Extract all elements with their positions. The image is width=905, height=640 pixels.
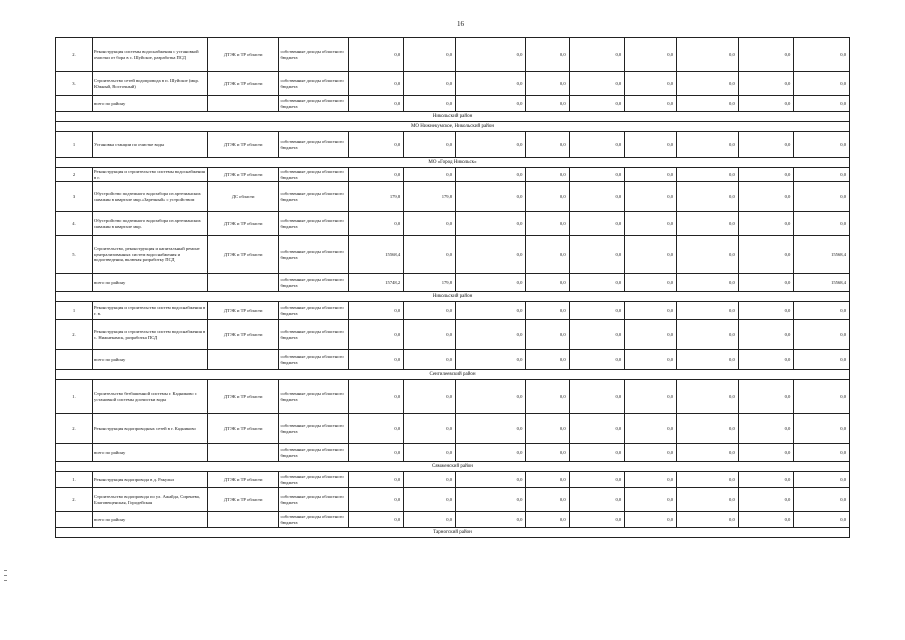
responsible-body: ДТЭК и ТР области bbox=[207, 414, 279, 444]
amount-cell: 0,0 bbox=[794, 380, 850, 414]
row-number: 3 bbox=[56, 182, 93, 212]
amount-cell: 0,0 bbox=[738, 444, 794, 462]
amount-cell: 0,0 bbox=[794, 72, 850, 96]
amount-cell: 0,0 bbox=[456, 444, 526, 462]
amount-cell: 0,0 bbox=[625, 488, 677, 512]
amount-cell: 0,0 bbox=[625, 444, 677, 462]
responsible-body: ДТЭК и ТР области bbox=[207, 472, 279, 488]
amount-cell: 0,0 bbox=[348, 96, 404, 112]
table-row bbox=[56, 182, 850, 212]
amount-cell: 0,0 bbox=[526, 182, 569, 212]
amount-cell: 0,0 bbox=[569, 488, 625, 512]
responsible-body bbox=[207, 350, 279, 370]
funding-source: собственные доходы областного бюджета bbox=[279, 182, 348, 212]
amount-cell: 0,0 bbox=[677, 414, 739, 444]
amount-cell: 0,0 bbox=[348, 72, 404, 96]
funding-source: собственные доходы областного бюджета bbox=[279, 512, 348, 528]
amount-cell: 0,0 bbox=[404, 302, 456, 320]
funding-source: собственные доходы областного бюджета bbox=[279, 212, 348, 236]
amount-cell: 0,0 bbox=[569, 472, 625, 488]
amount-cell: 0,0 bbox=[677, 96, 739, 112]
funding-source: собственные доходы областного бюджета bbox=[279, 236, 348, 274]
amount-cell: 0,0 bbox=[456, 380, 526, 414]
row-number: 2. bbox=[56, 320, 93, 350]
row-number: 2. bbox=[56, 414, 93, 444]
amount-cell: 15748,2 bbox=[348, 274, 404, 292]
section-title: Сенгилеевский район bbox=[56, 370, 850, 380]
measure-name: Обустройство подземного водозабора из артезианских скважин в квартале мкр.«Заречный» с устройством bbox=[93, 182, 208, 212]
amount-cell: 0,0 bbox=[794, 414, 850, 444]
amount-cell: 0,0 bbox=[738, 472, 794, 488]
amount-cell: 0,0 bbox=[404, 512, 456, 528]
amount-cell: 0,0 bbox=[569, 302, 625, 320]
amount-cell: 0,0 bbox=[625, 182, 677, 212]
measure-name: Реконструкция и строительство систем водоснабжения в г. в. bbox=[93, 302, 208, 320]
amount-cell: 0,0 bbox=[404, 414, 456, 444]
amount-cell: 0,0 bbox=[456, 512, 526, 528]
amount-cell: 0,0 bbox=[404, 488, 456, 512]
amount-cell: 0,0 bbox=[677, 182, 739, 212]
amount-cell: 0,0 bbox=[569, 444, 625, 462]
row-number: 4. bbox=[56, 212, 93, 236]
measure-name: Обустройство подземного водозабора из артезианских скважин в квартале мкр. bbox=[93, 212, 208, 236]
amount-cell: 0,0 bbox=[526, 488, 569, 512]
table-row bbox=[56, 472, 850, 488]
responsible-body bbox=[207, 274, 279, 292]
amount-cell: 0,0 bbox=[738, 512, 794, 528]
amount-cell: 0,0 bbox=[569, 320, 625, 350]
amount-cell: 0,0 bbox=[569, 132, 625, 158]
responsible-body: ДТЭК и ТР области bbox=[207, 132, 279, 158]
table-row bbox=[56, 212, 850, 236]
amount-cell: 179,8 bbox=[404, 274, 456, 292]
amount-cell: 0,0 bbox=[404, 236, 456, 274]
amount-cell: 0,0 bbox=[526, 350, 569, 370]
amount-cell: 0,0 bbox=[569, 212, 625, 236]
amount-cell: 0,0 bbox=[348, 488, 404, 512]
amount-cell: 0,0 bbox=[625, 380, 677, 414]
amount-cell: 0,0 bbox=[348, 414, 404, 444]
measure-name: Реконструкция водопровода в д. Ракульи bbox=[93, 472, 208, 488]
amount-cell: 0,0 bbox=[526, 380, 569, 414]
amount-cell: 0,0 bbox=[348, 320, 404, 350]
table-row bbox=[56, 236, 850, 274]
amount-cell: 0,0 bbox=[404, 96, 456, 112]
amount-cell: 179,8 bbox=[404, 182, 456, 212]
table-row bbox=[56, 380, 850, 414]
amount-cell: 0,0 bbox=[404, 444, 456, 462]
amount-cell: 0,0 bbox=[526, 302, 569, 320]
amount-cell: 0,0 bbox=[794, 350, 850, 370]
funding-source: собственные доходы областного бюджета bbox=[279, 72, 348, 96]
amount-cell: 0,0 bbox=[794, 444, 850, 462]
amount-cell: 0,0 bbox=[569, 168, 625, 182]
amount-cell: 0,0 bbox=[404, 212, 456, 236]
amount-cell: 0,0 bbox=[526, 320, 569, 350]
amount-cell: 0,0 bbox=[625, 96, 677, 112]
table-row bbox=[56, 168, 850, 182]
amount-cell: 0,0 bbox=[794, 212, 850, 236]
funding-source: собственные доходы областного бюджета bbox=[279, 414, 348, 444]
amount-cell: 0,0 bbox=[456, 488, 526, 512]
amount-cell: 0,0 bbox=[456, 236, 526, 274]
section-title: Тарногский район bbox=[56, 528, 850, 538]
funding-source: собственные доходы областного бюджета bbox=[279, 132, 348, 158]
table-body bbox=[56, 38, 850, 538]
funding-source: собственные доходы областного бюджета bbox=[279, 274, 348, 292]
amount-cell: 0,0 bbox=[794, 182, 850, 212]
measure-name: всего по району bbox=[93, 96, 208, 112]
amount-cell: 0,0 bbox=[404, 168, 456, 182]
funding-source: собственные доходы областного бюджета bbox=[279, 96, 348, 112]
table-row bbox=[56, 414, 850, 444]
table-row bbox=[56, 320, 850, 350]
section-row bbox=[56, 462, 850, 472]
amount-cell: 0,0 bbox=[794, 96, 850, 112]
amount-cell: 0,0 bbox=[569, 182, 625, 212]
row-number: 2 bbox=[56, 168, 93, 182]
amount-cell: 0,0 bbox=[569, 380, 625, 414]
amount-cell: 0,0 bbox=[569, 38, 625, 72]
amount-cell: 179,8 bbox=[348, 182, 404, 212]
amount-cell: 0,0 bbox=[677, 380, 739, 414]
amount-cell: 0,0 bbox=[625, 472, 677, 488]
amount-cell: 0,0 bbox=[348, 38, 404, 72]
amount-cell: 0,0 bbox=[794, 38, 850, 72]
amount-cell: 0,0 bbox=[677, 38, 739, 72]
amount-cell: 15568,4 bbox=[794, 274, 850, 292]
amount-cell: 0,0 bbox=[677, 274, 739, 292]
amount-cell: 0,0 bbox=[404, 350, 456, 370]
amount-cell: 0,0 bbox=[625, 72, 677, 96]
amount-cell: 0,0 bbox=[625, 320, 677, 350]
amount-cell: 0,0 bbox=[794, 132, 850, 158]
section-row bbox=[56, 112, 850, 122]
funding-source: собственные доходы областного бюджета bbox=[279, 380, 348, 414]
measure-name: Реконструкция и строительство систем водоснабжения в с. Нижнекамск, разработка ПСД bbox=[93, 320, 208, 350]
section-row bbox=[56, 292, 850, 302]
amount-cell: 0,0 bbox=[569, 72, 625, 96]
amount-cell: 0,0 bbox=[404, 320, 456, 350]
row-number bbox=[56, 444, 93, 462]
amount-cell: 0,0 bbox=[526, 168, 569, 182]
amount-cell: 0,0 bbox=[794, 488, 850, 512]
row-number: 1. bbox=[56, 472, 93, 488]
amount-cell: 0,0 bbox=[625, 350, 677, 370]
amount-cell: 0,0 bbox=[677, 488, 739, 512]
funding-source: собственные доходы областного бюджета bbox=[279, 350, 348, 370]
amount-cell: 0,0 bbox=[738, 38, 794, 72]
measure-name: Строительство безбашенной системы г. Кадниково с установкой системы доочистки воды bbox=[93, 380, 208, 414]
amount-cell: 0,0 bbox=[404, 472, 456, 488]
scan-edge-marks bbox=[4, 570, 8, 588]
amount-cell: 0,0 bbox=[738, 168, 794, 182]
section-row bbox=[56, 158, 850, 168]
budget-table bbox=[55, 37, 850, 538]
amount-cell: 0,0 bbox=[526, 212, 569, 236]
amount-cell: 0,0 bbox=[348, 512, 404, 528]
responsible-body: ДТЭК и ТР области bbox=[207, 302, 279, 320]
amount-cell: 0,0 bbox=[456, 274, 526, 292]
row-number bbox=[56, 274, 93, 292]
amount-cell: 0,0 bbox=[794, 302, 850, 320]
amount-cell: 0,0 bbox=[456, 132, 526, 158]
amount-cell: 0,0 bbox=[738, 320, 794, 350]
table-row bbox=[56, 350, 850, 370]
amount-cell: 0,0 bbox=[677, 168, 739, 182]
amount-cell: 0,0 bbox=[677, 132, 739, 158]
amount-cell: 0,0 bbox=[526, 444, 569, 462]
amount-cell: 0,0 bbox=[625, 236, 677, 274]
amount-cell: 0,0 bbox=[569, 236, 625, 274]
funding-source: собственные доходы областного бюджета bbox=[279, 38, 348, 72]
amount-cell: 0,0 bbox=[794, 168, 850, 182]
measure-name: Реконструкция водопроводных сетей в г. Кадниково bbox=[93, 414, 208, 444]
section-row bbox=[56, 370, 850, 380]
amount-cell: 0,0 bbox=[677, 350, 739, 370]
amount-cell: 0,0 bbox=[625, 212, 677, 236]
measure-name: всего по району bbox=[93, 512, 208, 528]
measure-name: всего по району bbox=[93, 274, 208, 292]
funding-source: собственные доходы областного бюджета bbox=[279, 302, 348, 320]
amount-cell: 0,0 bbox=[569, 96, 625, 112]
responsible-body: ДТЭК и ТР области bbox=[207, 380, 279, 414]
table-row bbox=[56, 72, 850, 96]
amount-cell: 0,0 bbox=[738, 302, 794, 320]
amount-cell: 0,0 bbox=[677, 212, 739, 236]
amount-cell: 0,0 bbox=[526, 72, 569, 96]
amount-cell: 0,0 bbox=[526, 38, 569, 72]
amount-cell: 0,0 bbox=[677, 472, 739, 488]
amount-cell: 0,0 bbox=[456, 212, 526, 236]
amount-cell: 0,0 bbox=[456, 414, 526, 444]
page-number: 16 bbox=[457, 20, 464, 28]
amount-cell: 0,0 bbox=[625, 302, 677, 320]
amount-cell: 0,0 bbox=[677, 512, 739, 528]
responsible-body bbox=[207, 444, 279, 462]
amount-cell: 0,0 bbox=[526, 274, 569, 292]
amount-cell: 0,0 bbox=[738, 236, 794, 274]
amount-cell: 0,0 bbox=[456, 320, 526, 350]
amount-cell: 0,0 bbox=[794, 472, 850, 488]
responsible-body: ДТЭК и ТР области bbox=[207, 168, 279, 182]
responsible-body bbox=[207, 512, 279, 528]
funding-source: собственные доходы областного бюджета bbox=[279, 320, 348, 350]
amount-cell: 0,0 bbox=[569, 350, 625, 370]
amount-cell: 0,0 bbox=[456, 72, 526, 96]
amount-cell: 0,0 bbox=[677, 302, 739, 320]
amount-cell: 0,0 bbox=[348, 132, 404, 158]
row-number: 2. bbox=[56, 488, 93, 512]
amount-cell: 0,0 bbox=[738, 182, 794, 212]
funding-source: собственные доходы областного бюджета bbox=[279, 168, 348, 182]
amount-cell: 0,0 bbox=[348, 168, 404, 182]
amount-cell: 0,0 bbox=[456, 96, 526, 112]
budget-table-sheet bbox=[55, 37, 850, 538]
amount-cell: 0,0 bbox=[625, 38, 677, 72]
amount-cell: 0,0 bbox=[738, 414, 794, 444]
section-title: Сямженский район bbox=[56, 462, 850, 472]
measure-name: всего по району bbox=[93, 444, 208, 462]
amount-cell: 0,0 bbox=[738, 274, 794, 292]
responsible-body: ДС области bbox=[207, 182, 279, 212]
amount-cell: 15568,4 bbox=[348, 236, 404, 274]
amount-cell: 0,0 bbox=[348, 380, 404, 414]
responsible-body bbox=[207, 96, 279, 112]
amount-cell: 0,0 bbox=[526, 96, 569, 112]
row-number: 2. bbox=[56, 38, 93, 72]
measure-name: Реконструкция системы водоснабжения с установкой очистки от бора в с. Шуйское, разработка ПСД bbox=[93, 38, 208, 72]
table-row bbox=[56, 302, 850, 320]
measure-name: Строительство, реконструкция и капитальный ремонт централизованных систем водоснабжения и водоотведения, включая разработку ПСД bbox=[93, 236, 208, 274]
table-row bbox=[56, 38, 850, 72]
amount-cell: 0,0 bbox=[794, 320, 850, 350]
amount-cell: 0,0 bbox=[625, 414, 677, 444]
funding-source: собственные доходы областного бюджета bbox=[279, 472, 348, 488]
amount-cell: 0,0 bbox=[348, 212, 404, 236]
amount-cell: 0,0 bbox=[738, 380, 794, 414]
row-number: 1. bbox=[56, 380, 93, 414]
amount-cell: 0,0 bbox=[738, 350, 794, 370]
amount-cell: 0,0 bbox=[404, 132, 456, 158]
amount-cell: 0,0 bbox=[404, 38, 456, 72]
section-title: МО Нижнекумское, Никольский район bbox=[56, 122, 850, 132]
measure-name: Строительство сетей водопровода в п. Шуйское (мкр. Южный, Восточный) bbox=[93, 72, 208, 96]
amount-cell: 0,0 bbox=[526, 132, 569, 158]
amount-cell: 0,0 bbox=[625, 132, 677, 158]
amount-cell: 0,0 bbox=[526, 512, 569, 528]
amount-cell: 0,0 bbox=[348, 444, 404, 462]
row-number: 1 bbox=[56, 302, 93, 320]
amount-cell: 0,0 bbox=[625, 512, 677, 528]
responsible-body: ДТЭК и ТР области bbox=[207, 72, 279, 96]
amount-cell: 0,0 bbox=[526, 472, 569, 488]
row-number bbox=[56, 512, 93, 528]
measure-name: Установка станции по очистке воды bbox=[93, 132, 208, 158]
amount-cell: 0,0 bbox=[738, 132, 794, 158]
responsible-body: ДТЭК и ТР области bbox=[207, 38, 279, 72]
section-row bbox=[56, 122, 850, 132]
responsible-body: ДТЭК и ТР области bbox=[207, 488, 279, 512]
row-number bbox=[56, 96, 93, 112]
table-row bbox=[56, 488, 850, 512]
amount-cell: 0,0 bbox=[738, 72, 794, 96]
amount-cell: 0,0 bbox=[526, 414, 569, 444]
amount-cell: 0,0 bbox=[456, 38, 526, 72]
row-number: 1 bbox=[56, 132, 93, 158]
amount-cell: 0,0 bbox=[348, 302, 404, 320]
amount-cell: 0,0 bbox=[526, 236, 569, 274]
amount-cell: 0,0 bbox=[348, 350, 404, 370]
row-number: 3. bbox=[56, 72, 93, 96]
amount-cell: 0,0 bbox=[738, 212, 794, 236]
amount-cell: 0,0 bbox=[569, 274, 625, 292]
row-number bbox=[56, 350, 93, 370]
amount-cell: 0,0 bbox=[348, 472, 404, 488]
section-title: МО «Город Никольск» bbox=[56, 158, 850, 168]
table-row bbox=[56, 512, 850, 528]
amount-cell: 0,0 bbox=[677, 236, 739, 274]
section-title: Никольский район bbox=[56, 112, 850, 122]
amount-cell: 0,0 bbox=[677, 444, 739, 462]
measure-name: всего по району bbox=[93, 350, 208, 370]
table-row bbox=[56, 444, 850, 462]
responsible-body: ДТЭК и ТР области bbox=[207, 236, 279, 274]
funding-source: собственные доходы областного бюджета bbox=[279, 444, 348, 462]
amount-cell: 15568,4 bbox=[794, 236, 850, 274]
amount-cell: 0,0 bbox=[625, 168, 677, 182]
table-row bbox=[56, 274, 850, 292]
funding-source: собственные доходы областного бюджета bbox=[279, 488, 348, 512]
amount-cell: 0,0 bbox=[456, 350, 526, 370]
amount-cell: 0,0 bbox=[404, 72, 456, 96]
measure-name: Строительство водопровода по ул. Ажайда, Сиренева, Благовещенская, Городейская bbox=[93, 488, 208, 512]
amount-cell: 0,0 bbox=[738, 488, 794, 512]
amount-cell: 0,0 bbox=[404, 380, 456, 414]
amount-cell: 0,0 bbox=[456, 472, 526, 488]
measure-name: Реконструкция и строительство системы водоснабжения в г. bbox=[93, 168, 208, 182]
amount-cell: 0,0 bbox=[569, 414, 625, 444]
section-row bbox=[56, 528, 850, 538]
responsible-body: ДТЭК и ТР области bbox=[207, 320, 279, 350]
amount-cell: 0,0 bbox=[456, 182, 526, 212]
amount-cell: 0,0 bbox=[794, 512, 850, 528]
responsible-body: ДТЭК и ТР области bbox=[207, 212, 279, 236]
amount-cell: 0,0 bbox=[738, 96, 794, 112]
amount-cell: 0,0 bbox=[456, 168, 526, 182]
amount-cell: 0,0 bbox=[569, 512, 625, 528]
amount-cell: 0,0 bbox=[625, 274, 677, 292]
amount-cell: 0,0 bbox=[677, 320, 739, 350]
amount-cell: 0,0 bbox=[677, 72, 739, 96]
row-number: 5. bbox=[56, 236, 93, 274]
table-row bbox=[56, 132, 850, 158]
amount-cell: 0,0 bbox=[456, 302, 526, 320]
section-title: Никольский район bbox=[56, 292, 850, 302]
table-row bbox=[56, 96, 850, 112]
